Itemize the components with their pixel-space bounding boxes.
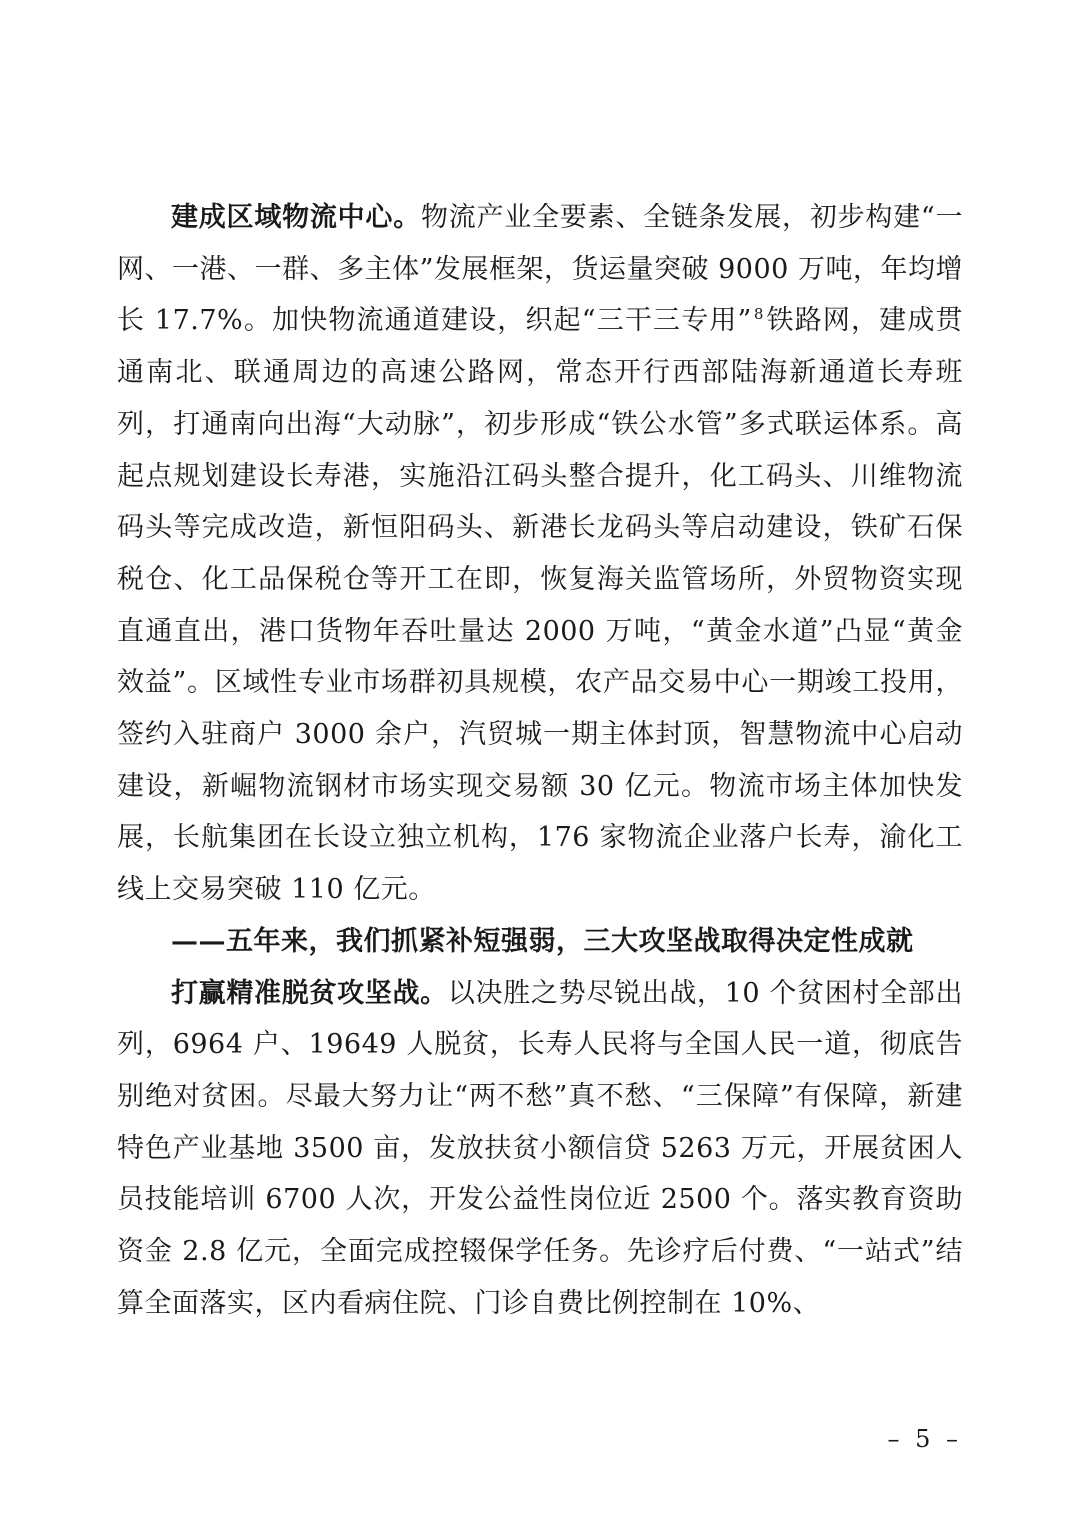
body-text xyxy=(117,192,963,1329)
footnote-marker: 8 xyxy=(753,305,764,324)
paragraph-text: 以决胜之势尽锐出战，10 个贫困村全部出列，6964 户、19649 人脱贫，长寿人民将与全国人民一道，彻底告别绝对贫困。尽最大努力让“两不愁”真不愁、“三保障”有保障，新建特色产业基地 3500 亩，发放扶贫小额信贷 5263 万元，开展贫困人员技能培训 6700 人次，开发公益性岗位近 2500 个。落实教育资助资金 2.8 亿元，全面完成控辍保学任务。先诊疗后付费、“一站式”结算全面落实，区内看病住院、门诊自费比例控制在 10%、 xyxy=(117,977,963,1319)
paragraph-lead: 打赢精准脱贫攻坚战。 xyxy=(171,977,448,1009)
paragraph-logistics-center xyxy=(117,192,963,916)
paragraph-lead: 建成区域物流中心。 xyxy=(171,202,421,233)
paragraph-poverty-alleviation xyxy=(117,968,963,1330)
paragraph-text: 物流产业全要素、全链条发展，初步构建“一网、一港、一群、多主体”发展框架，货运量突破 9000 万吨，年均增长 17.7%。加快物流通道建设，织起“三干三专用” xyxy=(117,202,964,337)
paragraph-text: 铁路网，建成贯通南北、联通周边的高速公路网，常态开行西部陆海新通道长寿班列，打通南向出海“大动脉”，初步形成“铁公水管”多式联运体系。高起点规划建设长寿港，实施沿江码头整合提升，化工码头、川维物流码头等完成改造，新恒阳码头、新港长龙码头等启动建设，铁矿石保税仓、化工品保税仓等开工在即，恢复海关监管场所，外贸物资实现直通直出，港口货物年吞吐量达 2000 万吨，“黄金水道”凸显“黄金效益”。区域性专业市场群初具规模，农产品交易中心一期竣工投用，签约入驻商户 3000 余户，汽贸城一期主体封顶，智慧物流中心启动建设，新崛物流钢材市场实现交易额 30 亿元。物流市场主体加快发展，长航集团在长设立独立机构，176 家物流企业落户长寿，渝化工线上交易突破 110 亿元。 xyxy=(117,305,963,906)
section-heading: ——五年来，我们抓紧补短强弱，三大攻坚战取得决定性成就 xyxy=(171,925,914,957)
page-number: – 5 – xyxy=(887,1425,962,1453)
